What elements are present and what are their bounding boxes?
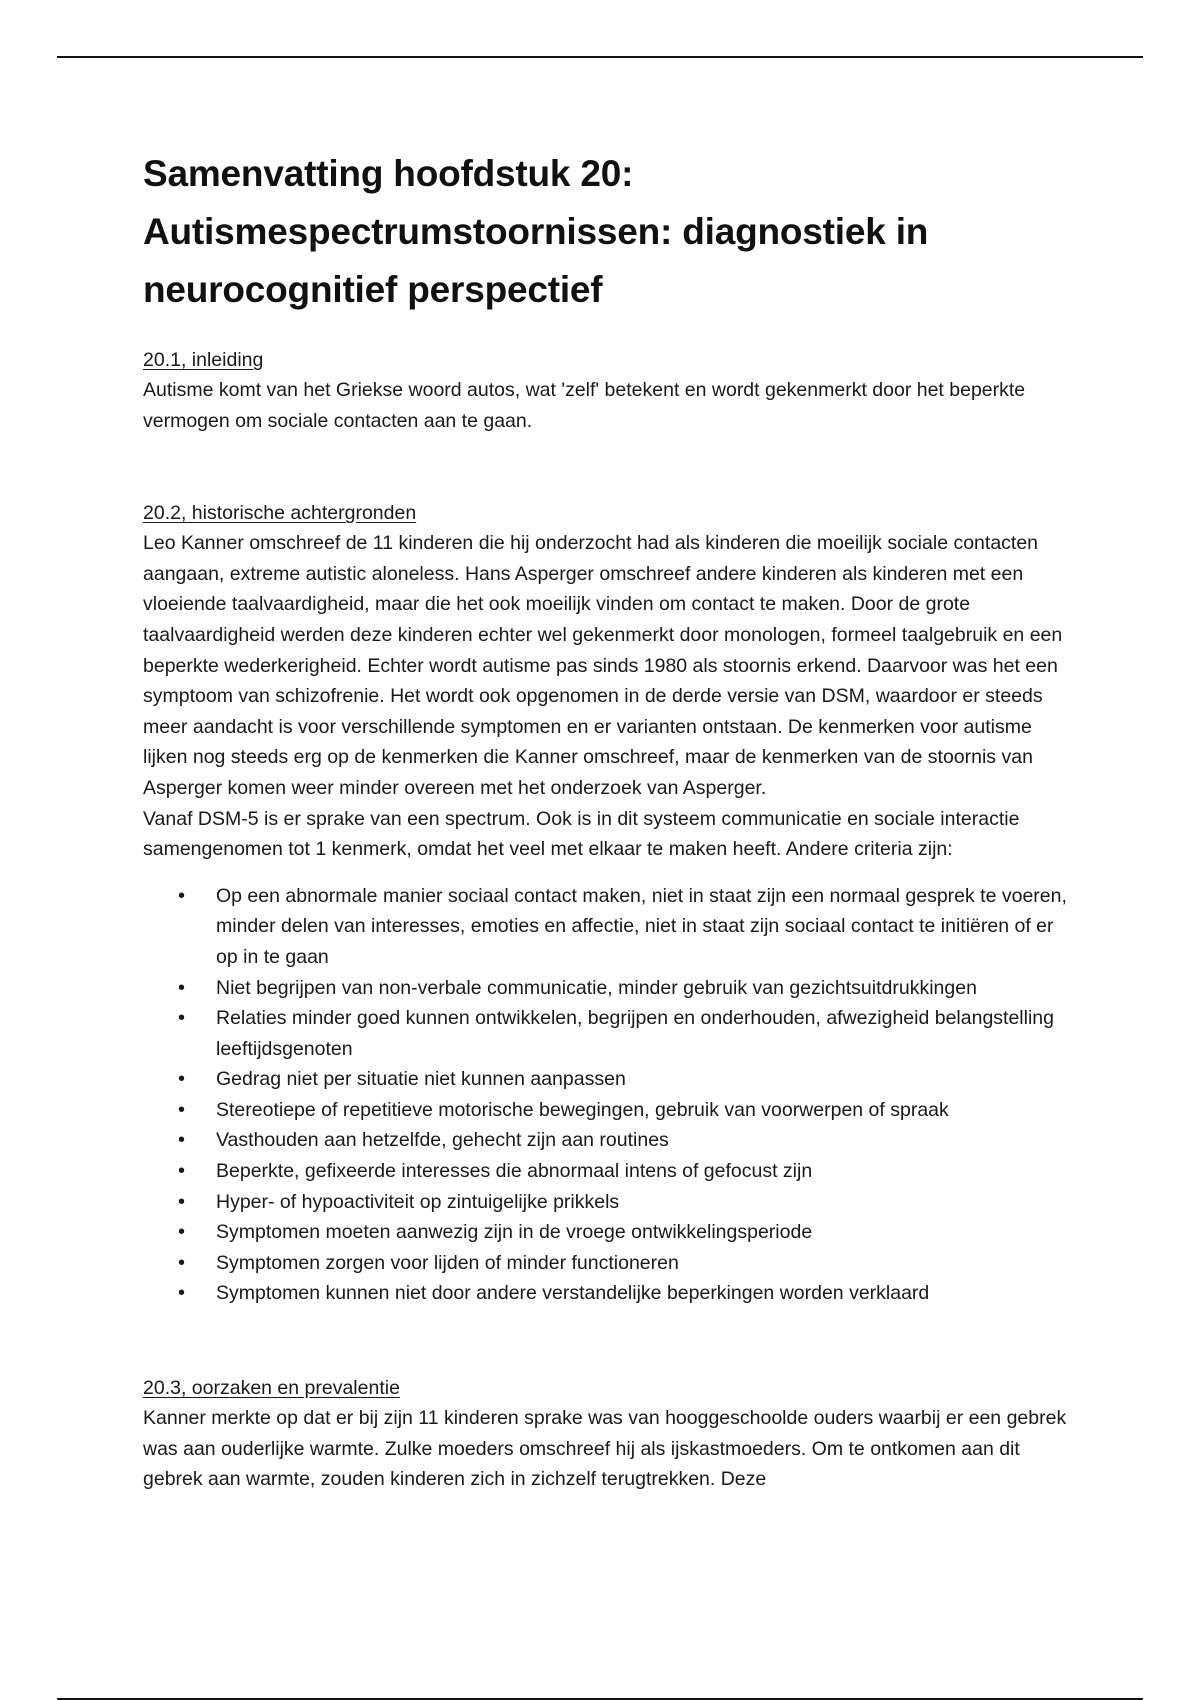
criteria-list (143, 881, 1073, 1309)
section-oorzaken-en-prevalentie (143, 1373, 1073, 1495)
list-item: • Op een abnormale manier sociaal contact maken, niet in staat zijn een normaal gesprek te voeren, minder delen van interesses, emoties en affectie, niet in staat zijn sociaal contact te initiëren of er op in te gaan (143, 881, 1073, 973)
document-body (143, 145, 1073, 1495)
list-item: • Beperkte, gefixeerde interesses die abnormaal intens of gefocust zijn (143, 1156, 1073, 1187)
list-item: • Gedrag niet per situatie niet kunnen aanpassen (143, 1064, 1073, 1095)
list-item: • Relaties minder goed kunnen ontwikkelen, begrijpen en onderhouden, afwezigheid belangstelling leeftijdsgenoten (143, 1003, 1073, 1064)
spacer (143, 865, 1073, 881)
list-item: • Stereotiepe of repetitieve motorische bewegingen, gebruik van voorwerpen of spraak (143, 1095, 1073, 1126)
section-historische-achtergronden (143, 498, 1073, 1309)
paragraph: Autisme komt van het Griekse woord autos, wat 'zelf' betekent en wordt gekenmerkt door het beperkte vermogen om sociale contacten aan te gaan. (143, 379, 1026, 432)
list-item: • Vasthouden aan hetzelfde, gehecht zijn aan routines (143, 1125, 1073, 1156)
top-rule (57, 56, 1143, 58)
list-item: • Symptomen moeten aanwezig zijn in de vroege ontwikkelingsperiode (143, 1217, 1073, 1248)
paragraph: Leo Kanner omschreef de 11 kinderen die hij onderzocht had als kinderen die moeilijk sociale contacten aangaan, extreme autistic aloneless. Hans Asperger omschreef andere kinderen als kinderen met een vloeiende taalvaardigheid, maar die het ook moeilijk vinden om contact te maken. Door de grote taalvaardigheid werden deze kinderen echter wel gekenmerkt door monologen, formeel taalgebruik en een beperkte wederkerigheid. Echter wordt autisme pas sinds 1980 als stoornis erkend. Daarvoor was het een symptoom van schizofrenie. Het wordt ook opgenomen in de derde versie van DSM, waardoor er steeds meer aandacht is voor verschillende symptomen en er varianten ontstaan. De kenmerken voor autisme lijken nog steeds erg op de kenmerken die Kanner omschreef, maar de kenmerken van de stoornis van Asperger komen weer minder overeen met het onderzoek van Asperger. (143, 532, 1063, 799)
list-item: • Symptomen zorgen voor lijden of minder functioneren (143, 1248, 1073, 1279)
section-heading: 20.3, oorzaken en prevalentie (143, 1377, 400, 1400)
spacer (143, 1309, 1073, 1373)
list-item: • Niet begrijpen van non-verbale communicatie, minder gebruik van gezichtsuitdrukkingen (143, 973, 1073, 1004)
section-inleiding (143, 345, 1073, 436)
paragraph: Vanaf DSM-5 is er sprake van een spectrum. Ook is in dit systeem communicatie en sociale interactie samengenomen tot 1 kenmerk, omdat het veel met elkaar te maken heeft. Andere criteria zijn: (143, 807, 1020, 861)
list-item: • Hyper- of hypoactiviteit op zintuigelijke prikkels (143, 1187, 1073, 1218)
spacer (143, 436, 1073, 498)
section-heading: 20.1, inleiding (143, 349, 264, 371)
paragraph: Kanner merkte op dat er bij zijn 11 kinderen sprake was van hooggeschoolde ouders waarbij er een gebrek was aan ouderlijke warmte. Zulke moeders omschreef hij als ijskastmoeders. Om te ontkomen aan dit gebrek aan warmte, zouden kinderen zich in zichzelf terugtrekken. Deze (143, 1407, 1067, 1491)
document-title: Samenvatting hoofdstuk 20: Autismespectrumstoornissen: diagnostiek in neurocognitief perspectief (143, 153, 929, 310)
section-heading: 20.2, historische achtergronden (143, 502, 417, 525)
list-item: • Symptomen kunnen niet door andere verstandelijke beperkingen worden verklaard (143, 1278, 1073, 1309)
